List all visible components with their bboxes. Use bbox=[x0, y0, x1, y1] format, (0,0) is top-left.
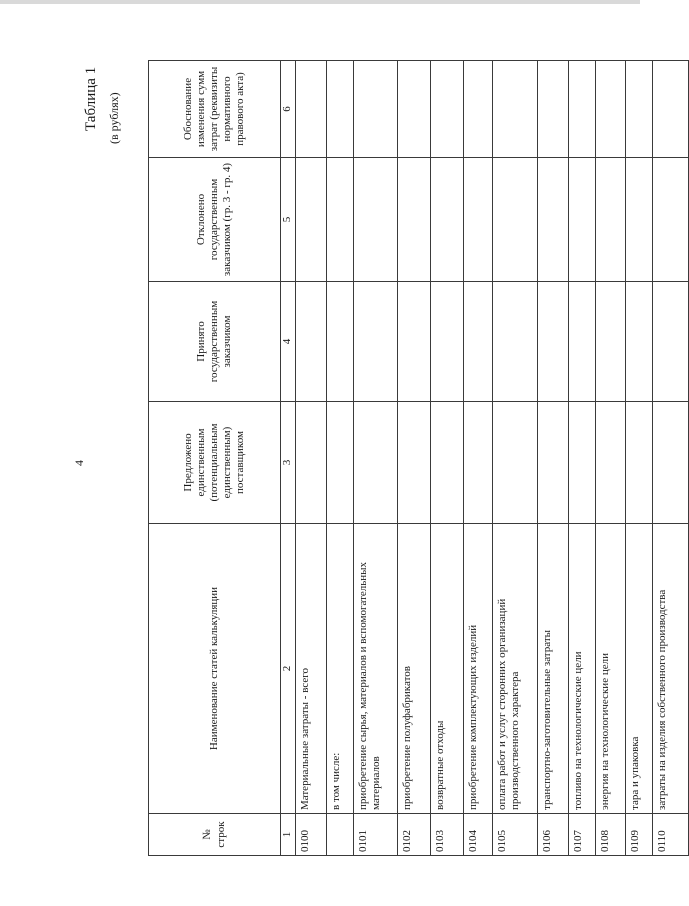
row-item-name: транспортно-заготовительные затраты bbox=[538, 524, 569, 814]
header-rejected: Отклонено государственным заказчиком (гр. 3 - гр. 4) bbox=[149, 158, 281, 282]
justification-cell bbox=[464, 61, 493, 158]
rejected-value-cell bbox=[431, 158, 464, 282]
row-code: 0108 bbox=[596, 814, 626, 856]
proposed-value-cell bbox=[398, 402, 431, 524]
rejected-value-cell bbox=[596, 158, 626, 282]
proposed-value-cell bbox=[569, 402, 596, 524]
accepted-value-cell bbox=[327, 282, 354, 402]
header-accepted: Принято государственным заказчиком bbox=[149, 282, 281, 402]
row-code: 0104 bbox=[464, 814, 493, 856]
accepted-value-cell bbox=[431, 282, 464, 402]
justification-cell bbox=[296, 61, 327, 158]
proposed-value-cell bbox=[493, 402, 538, 524]
accepted-value-cell bbox=[569, 282, 596, 402]
table-body bbox=[296, 61, 689, 856]
accepted-value-cell bbox=[464, 282, 493, 402]
rejected-value-cell bbox=[398, 158, 431, 282]
proposed-value-cell bbox=[653, 402, 689, 524]
accepted-value-cell bbox=[653, 282, 689, 402]
row-item-name: тара и упаковка bbox=[626, 524, 653, 814]
column-number: 1 bbox=[281, 814, 296, 856]
justification-cell bbox=[431, 61, 464, 158]
table-row bbox=[398, 61, 431, 856]
row-item-name: затраты на изделия собственного производства bbox=[653, 524, 689, 814]
table-row bbox=[626, 61, 653, 856]
row-code: 0107 bbox=[569, 814, 596, 856]
table-caption: Таблица 1 bbox=[83, 66, 99, 131]
justification-cell bbox=[493, 61, 538, 158]
proposed-value-cell bbox=[596, 402, 626, 524]
proposed-value-cell bbox=[464, 402, 493, 524]
row-item-name: приобретение сырья, материалов и вспомогательных материалов bbox=[354, 524, 398, 814]
row-code: 0100 bbox=[296, 814, 327, 856]
justification-cell bbox=[596, 61, 626, 158]
calculation-table bbox=[148, 60, 689, 856]
table-row bbox=[653, 61, 689, 856]
rejected-value-cell bbox=[327, 158, 354, 282]
row-code: 0106 bbox=[538, 814, 569, 856]
row-code bbox=[327, 814, 354, 856]
accepted-value-cell bbox=[296, 282, 327, 402]
column-number: 5 bbox=[281, 158, 296, 282]
row-code: 0102 bbox=[398, 814, 431, 856]
page-number: 4 bbox=[72, 460, 86, 466]
units-note: (в рублях) bbox=[107, 92, 121, 144]
proposed-value-cell bbox=[431, 402, 464, 524]
table-row bbox=[464, 61, 493, 856]
row-code: 0110 bbox=[653, 814, 689, 856]
accepted-value-cell bbox=[538, 282, 569, 402]
proposed-value-cell bbox=[296, 402, 327, 524]
justification-cell bbox=[398, 61, 431, 158]
row-item-name: топливо на технологические цели bbox=[569, 524, 596, 814]
proposed-value-cell bbox=[538, 402, 569, 524]
column-number: 2 bbox=[281, 524, 296, 814]
justification-cell bbox=[626, 61, 653, 158]
table-row bbox=[354, 61, 398, 856]
rejected-value-cell bbox=[354, 158, 398, 282]
proposed-value-cell bbox=[354, 402, 398, 524]
rejected-value-cell bbox=[569, 158, 596, 282]
justification-cell bbox=[653, 61, 689, 158]
accepted-value-cell bbox=[626, 282, 653, 402]
header-line-number: № строк bbox=[149, 814, 281, 856]
row-item-name: оплата работ и услуг сторонних организаций производственного характера bbox=[493, 524, 538, 814]
rejected-value-cell bbox=[296, 158, 327, 282]
column-number: 6 bbox=[281, 61, 296, 158]
table-row bbox=[596, 61, 626, 856]
justification-cell bbox=[354, 61, 398, 158]
table-row bbox=[296, 61, 327, 856]
header-row bbox=[149, 61, 281, 856]
table-row bbox=[569, 61, 596, 856]
header-justification: Обоснование изменения сумм затрат (реквизиты нормативного правового акта) bbox=[149, 61, 281, 158]
accepted-value-cell bbox=[493, 282, 538, 402]
proposed-value-cell bbox=[626, 402, 653, 524]
table-row bbox=[431, 61, 464, 856]
rejected-value-cell bbox=[464, 158, 493, 282]
accepted-value-cell bbox=[354, 282, 398, 402]
rejected-value-cell bbox=[538, 158, 569, 282]
justification-cell bbox=[327, 61, 354, 158]
row-item-name: приобретение комплектующих изделий bbox=[464, 524, 493, 814]
header-item-name: Наименование статей калькуляции bbox=[149, 524, 281, 814]
row-item-name: приобретение полуфабрикатов bbox=[398, 524, 431, 814]
column-number: 4 bbox=[281, 282, 296, 402]
row-code: 0101 bbox=[354, 814, 398, 856]
justification-cell bbox=[538, 61, 569, 158]
row-code: 0105 bbox=[493, 814, 538, 856]
rejected-value-cell bbox=[493, 158, 538, 282]
accepted-value-cell bbox=[596, 282, 626, 402]
row-item-name: возвратные отходы bbox=[431, 524, 464, 814]
row-item-name: энергия на технологические цели bbox=[596, 524, 626, 814]
table-row bbox=[327, 61, 354, 856]
row-code: 0109 bbox=[626, 814, 653, 856]
column-number-row bbox=[281, 61, 296, 856]
table-row bbox=[493, 61, 538, 856]
rejected-value-cell bbox=[653, 158, 689, 282]
rejected-value-cell bbox=[626, 158, 653, 282]
table-row bbox=[538, 61, 569, 856]
column-number: 3 bbox=[281, 402, 296, 524]
header-proposed: Предложено единственным (потенциальным единственным) поставщиком bbox=[149, 402, 281, 524]
accepted-value-cell bbox=[398, 282, 431, 402]
proposed-value-cell bbox=[327, 402, 354, 524]
justification-cell bbox=[569, 61, 596, 158]
row-code: 0103 bbox=[431, 814, 464, 856]
row-item-name: в том числе: bbox=[327, 524, 354, 814]
row-item-name: Материальные затраты - всего bbox=[296, 524, 327, 814]
